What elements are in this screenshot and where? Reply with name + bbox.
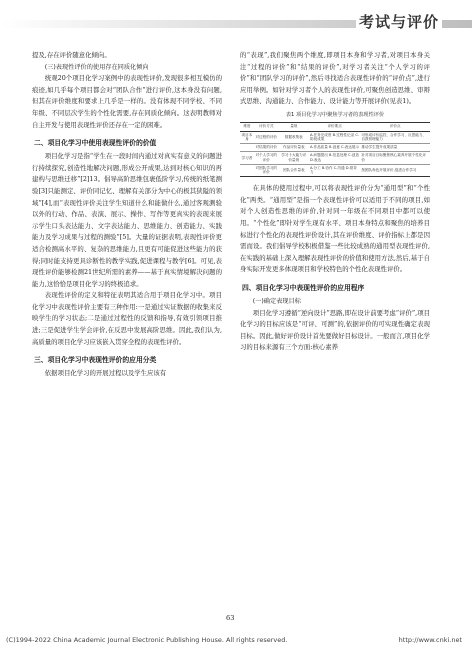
section-heading-4: 四、项目化学习中表现性评价的应用程序 [242, 283, 365, 292]
page-header [0, 0, 472, 42]
evaluation-table [240, 122, 430, 177]
table-cell: A.作品质量 B.创意 C.表达展示 [309, 144, 360, 152]
table-cell: 可形成评价监控、合作学习、反思能力、自我管理能力 [360, 131, 430, 144]
table-row [240, 131, 430, 144]
footer-url: http://www.cnki.net [398, 636, 462, 644]
table-header-cell: 量规 [279, 122, 309, 131]
table-cell [240, 144, 254, 152]
table-header-cell: 评价点 [360, 122, 430, 131]
right-para-1: 的“表现”,我们聚焦两个维度,即项目本身和学习者,对项目本身关注“过程的评价”和“结果的评价”,对学习者关注“个人学习的评价”和“团队学习的评价”,然后寻找适合表现性评价的“评价点”,进行应用举例。如针对学习者个人的表现性评价,可聚焦创造思维、审辩式思维、沟通能力、合作能力、设计能力等开展评价(见表1)。 [240, 51, 430, 106]
table-cell: 推动学生提升成果质量 [360, 144, 430, 152]
table-header-cell: 评价要点 [309, 122, 360, 131]
table-cell: 数据收集表 [279, 131, 309, 144]
page-number: 63 [226, 614, 235, 622]
table-cell: 对团队学习的评价 [254, 164, 279, 177]
table-cell: 按团队角色开展评价,促进合作学习 [360, 164, 430, 177]
table-cell: A.分工 B.协作 C.沟通 D.领导力 [309, 164, 360, 177]
subheading-4-1: (一)确定表现目标 [252, 297, 301, 305]
table-cell: 团队合作量表 [279, 164, 309, 177]
table-header-cell: 维度 [240, 122, 254, 131]
section-heading-2: 二、项目化学习中使用表现性评价的价值 [34, 139, 157, 148]
table-header-row [240, 122, 430, 131]
table-cell: 对个人学习的评价 [254, 152, 279, 165]
left-para-5: 依据项目化学习的开展过程以及学生应该有 [44, 369, 167, 378]
left-para-1: 提及,存在评价随意化倾向。 [32, 51, 111, 59]
table-cell: 项目本身 [240, 131, 254, 144]
table-cell: 学习十大能力评价量规 [279, 152, 309, 165]
table-cell: 对结果的评价 [254, 144, 279, 152]
table-caption: 表1 项目化学习中聚焦学习者的表现性评价 [285, 111, 385, 118]
subheading-3: (三)表现性评价的使用存在同质化倾向 [44, 63, 149, 71]
footer-copyright: (C)1994-2022 China Academic Journal Electronic Publishing House. All rights reserved. [6, 636, 288, 644]
table-cell: A.任务完成度 B.过程性记录 C.阶段成果 [309, 131, 360, 144]
left-para-3: 项目化学习是指“学生在一段时间内通过对真实有意义的问题进行持续探究,创造性地解决问题,形成公开成果,达到对核心知识的再建构与思维迁移”[2]13。倡导高阶思维包裹低阶学习,传统的纸笔测验[3]只能测定、评价同记忆、理解有关部分为中心的极其狭隘的领域”[4],而“表现性评价关注学生知道什么和能做什么,通过客观测验以外的行动、作品、表演、展示、操作、写作等更真实的表现来展示学生口头表达能力、文字表达能力、思维能力、创造能力、实践能力及学习成果与过程的测验”[5]。大量的证据表明,表现性评价更适合检测高水平的、复杂的思维能力,且更有可能促进这些能力的获得;同时能支持更具诊断性的教学实践,促进课程与教学[6]。可见,表现性评价能够检测21世纪所需的素养——基于真实情境解决问题的能力,这恰恰是项目化学习的终极追求。 [32, 152, 222, 288]
right-para-2: 在具体的使用过程中,可以将表现性评价分为“通用型”和“个性化”两类。“通用型”是指一个表现性评价可以适用于不同的项目,如对个人创造性思维的评价,针对同一年级在不同项目中都可以使用。“个性化”即针对学生现有水平、项目本身特点和聚焦的培养目标进行个性化的表现性评价设计,其在评价维度、评价指标上都是因需而设。我们倡导学校积极借鉴一些比较成熟的通用型表现性评价,在实践的基础上深入理解表现性评价的价值和使用方法,然后,基于自身实际开发更多体现项目和学校特色的个性化表现性评价。 [240, 184, 430, 274]
left-column [32, 50, 222, 380]
table-cell: 针对项目目标聚焦核心素养开展个性化评价 [360, 152, 430, 165]
table-header-cell: 评价方式 [254, 122, 279, 131]
section-heading-3: 三、项目化学习中表现性评价的应用分类 [34, 356, 157, 365]
left-para-2: 统观20个项目化学习案例中的表现性评价,发现很多相互模仿的痕迹,如几乎每个项目都会对“团队合作”进行评价,这本身没有问题,但其在评价维度和要求上几乎是一样的。没有体现不同学校、不同年级、不同层次学生的个性化需要,存在同质化倾向。这表明教师对自主开发与使用表现性评价还存在一定的困难。 [32, 74, 222, 129]
table-row [240, 164, 430, 177]
table-cell [240, 164, 254, 177]
table-cell: 学习者 [240, 152, 254, 165]
table-cell: 对过程的评价 [254, 131, 279, 144]
right-column [240, 50, 430, 354]
table-row [240, 144, 430, 152]
table-cell: A.问题提出 B.信息处理 C.创造 D.表达 [309, 152, 360, 165]
right-para-3: 项目化学习遵循“逆向设计”思路,即在设计前要考虑“评价”,项目化学习的目标应该是“可评、可测”的,依据评价的可实现性确定表现目标。因此,做好评价设计首先要做好目标设计。一般而言,项目化学习的目标来源有三个方面:核心素养 [240, 308, 430, 352]
table-cell: 作品评价量表 [279, 144, 309, 152]
journal-brand: 考试与评价 [356, 11, 442, 32]
left-para-4: 表现性评价的定义和特征表明其适合用于项目化学习中。项目化学习中表现性评价主要有三种作用:一是通过实证数据的收集来反映学生的学习状态;二是通过过程性的反馈和指导,有效引领项目推进;三是促进学生学会评价,在反思中发展高阶思维。因此,我们认为,高质量的项目化学习应该嵌入贯穿全程的表现性评价。 [32, 291, 222, 346]
table-row [240, 152, 430, 165]
